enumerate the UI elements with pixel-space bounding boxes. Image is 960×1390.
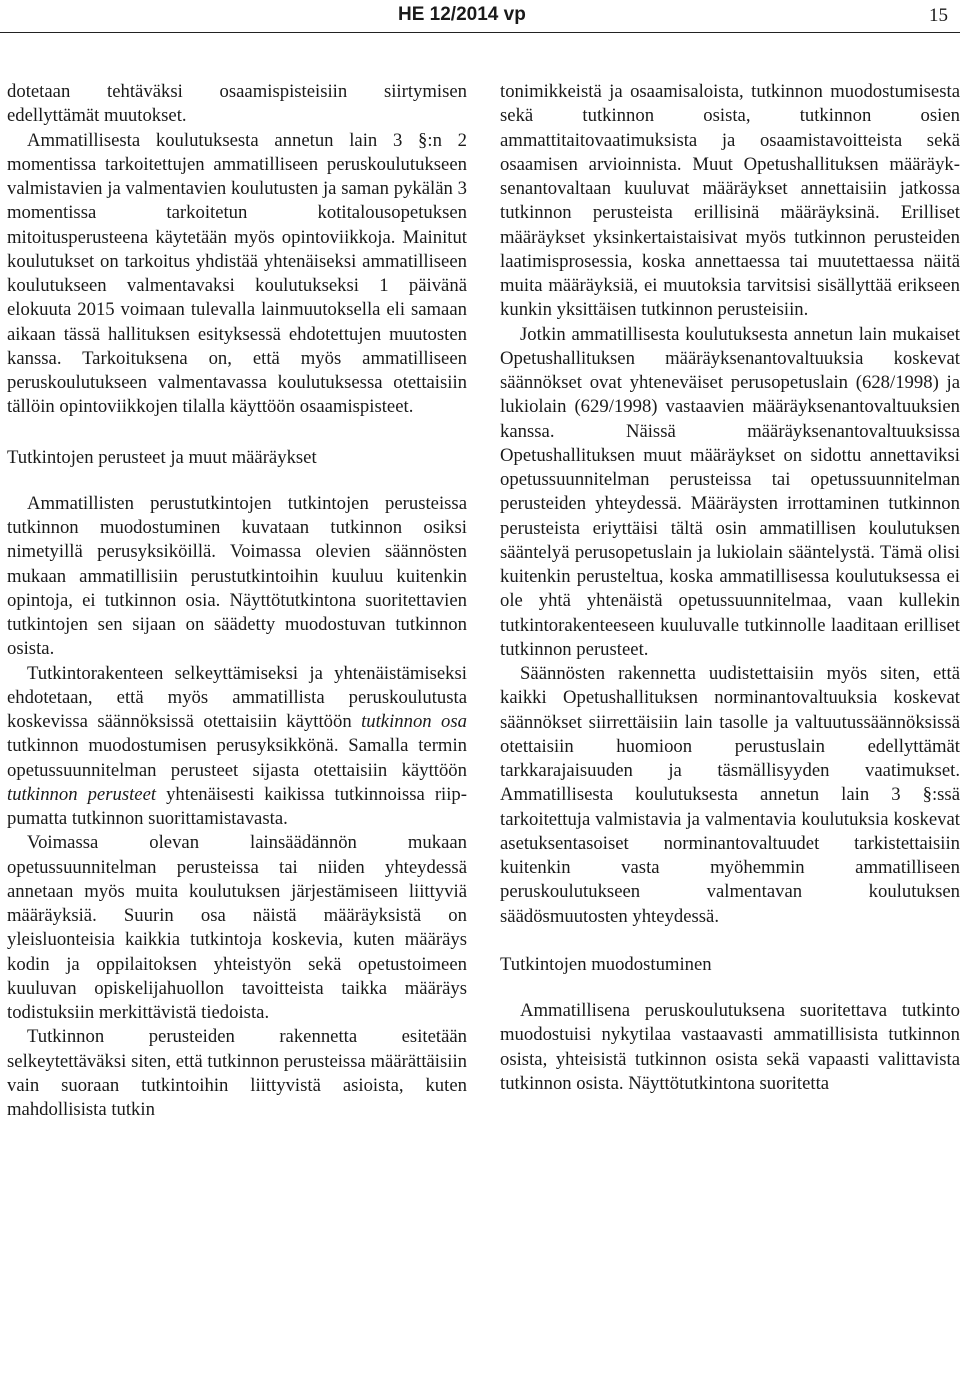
- paragraph: Jotkin ammatillisesta koulutuksesta annetun lain mukaiset Opetushallituksen määräyksenantovaltuuksia koskevat säännökset ovat yhteneväiset perusopetuslain (628/1998) ja lukiolain (629/1998) vastaavien määräyksenantovaltuuksien kanssa. Näissä määräyksenantovaltuuksissa Opetushallituksen muut määräykset on sidottu annettaviksi opetussuunnitelman perusteissa tai opetussuunnitelman perusteiden yhteydessä. Määräysten irrottaminen tutkinnon perusteista eriyttäisi tältä osin ammatillisen koulutuksen sääntelyä perusopetuslain ja lukiolain sääntelystä. Tämä olisi kuitenkin perusteltua, koska ammatillisessa koulutuksessa ei ole yhtä yhtenäistä opetussuunnitelmaa, vaan kullekin tutkintorakenteeseen kuuluvalle tutkinnolle laaditaan erilliset tutkinnon perusteet.: [500, 323, 960, 660]
- document-id: HE 12/2014 vp: [398, 4, 526, 25]
- text-run: tutkinnon muodostumisen perusyksikkönä. Samalla termin opetussuunnitelman perusteet sijasta otettaisiin käyttöön: [7, 735, 467, 781]
- page-header: [0, 0, 960, 32]
- right-column: [500, 80, 960, 1096]
- paragraph: [7, 662, 467, 832]
- text-run: yhtenäisesti kaikissa tutkinnoissa riippumatta tutkinnon suorittamistavasta.: [7, 783, 467, 829]
- paragraph: Säännösten rakennetta uudistettaisiin myös siten, että kaikki Opetushallituksen norminantovaltuuksia koskevat säännökset siirrettäisiin lain tasolle ja valtuutussäännöksissä otettaisiin huomioon perustuslain edellyttämät tarkkarajaisuuden ja täsmällisyyden vaatimukset. Ammatillisesta koulutuksesta annetun lain 3 §:ssä tarkoitettuja valmistavia ja valmentavia koulutuksia koskevat asetuksentasoiset norminantovaltuudet tarkistettaisiin kuitenkin vasta myöhemmin ammatilliseen peruskoulutukseen valmentavan koulutuksen säädösmuutosten yhteydessä.: [500, 663, 960, 927]
- paragraph: tonimikkeistä ja osaamisaloista, tutkinnon muodostumisesta sekä tutkinnon osista, tutkinnon osien ammattitaitovaatimuksista ja osaamistavoitteista sekä osaamisen arvioinnista. Muut Opetushallituksen määräyksenantovaltaan kuuluvat määräykset annettaisiin jatkossa tutkinnon perusteista erillisinä määräyksinä. Erilliset määräykset yksinkertaistaisivat myös tutkinnon perusteiden laatimisprosessia, koska annettaessa tai muutettaessa näitä muita määräyksiä, ei muutoksia tarvitsisi sisällyttää erikseen kunkin yksittäisen tutkinnon perusteisiin.: [500, 81, 960, 321]
- italic-term: tutkinnon perusteet: [7, 783, 157, 805]
- text-run: Tutkintorakenteen selkeyttämiseksi ja yhtenäistämiseksi ehdotetaan, että myös ammatillista peruskoulutusta koskevissa säännöksissä otettaisiin käyttöön: [7, 662, 467, 732]
- paragraph: Tutkinnon perusteiden rakennetta esitetään selkeytettäväksi siten, että tutkinnon perusteissa määrättäisiin vain suoraan tutkintoihin liittyvistä asioista, kuten mahdollisista tutkin: [7, 1026, 467, 1120]
- paragraph: Voimassa olevan lainsäädännön mukaan opetussuunnitelman perusteissa tai niiden yhteydessä annetaan myös muita koulutuksen järjestämiseen liittyviä määräyksiä. Suurin osa näistä määräyksistä on yleisluonteisia kaikkia tutkintoja koskevia, kuten määräys kodin ja oppilaitoksen yhteistyön sekä opetustoimeen kuuluvan opiskelijahuollon tavoitteista taikka määräys todistuksiin merkittävistä tiedoista.: [7, 832, 467, 1023]
- paragraph: dotetaan tehtäväksi osaamispisteisiin siirtymisen edellyttämät muutokset.: [7, 81, 467, 127]
- italic-term: tutkinnon osa: [361, 711, 467, 732]
- left-column: [7, 80, 467, 1122]
- paragraph: Ammatillisesta koulutuksesta annetun lain 3 §:n 2 momentissa tarkoitettujen ammatilliseen peruskoulutukseen valmistavien ja valmentavien koulutusten ja saman pykälän 3 momentissa tarkoitetun kotitalousopetuksen mitoitusperusteena käytetään myös opintoviikkoja. Mainitut koulutukset on tarkoitus yhdistää yhtenäiseksi ammatilliseen koulutukseen valmentavaksi koulutukseksi 1 päivänä elokuuta 2015 voimaan tulevalla lainmuutoksella eli samaan aikaan tässä hallituksen esityksessä ehdotettujen muutosten kanssa. Tarkoituksena on, että myös ammatilliseen peruskoulutukseen valmentavassa koulutuksessa otettaisiin tällöin opintoviikkojen tilalla käyttöön osaamispisteet.: [7, 129, 467, 418]
- section-heading: Tutkintojen muodostuminen: [500, 953, 712, 975]
- page-number: 15: [929, 5, 948, 26]
- paragraph: Ammatillisten perustutkintojen tutkintojen perusteissa tutkinnon muodostuminen kuvataan tutkinnon osiksi nimetyillä perusyksiköillä. Voimassa olevien säännösten mukaan ammatillisiin perustutkintoihin kuuluu kuitenkin opintoja, ei tutkinnon osia. Näyttötutkintona suoritettavien tutkintojen sen sijaan on säädetty muodostuvan tutkinnon osista.: [7, 492, 467, 660]
- section-heading: Tutkintojen perusteet ja muut määräykset: [7, 446, 317, 468]
- paragraph: Ammatillisena peruskoulutuksena suoritettava tutkinto muodostuisi nykytilaa vastaavasti ammatillisista tutkinnon osista, yhteisistä tutkinnon osista sekä vapaasti valittavista tutkinnon osista. Näyttötutkintona suoritetta: [500, 1000, 960, 1094]
- header-rule: [0, 32, 960, 33]
